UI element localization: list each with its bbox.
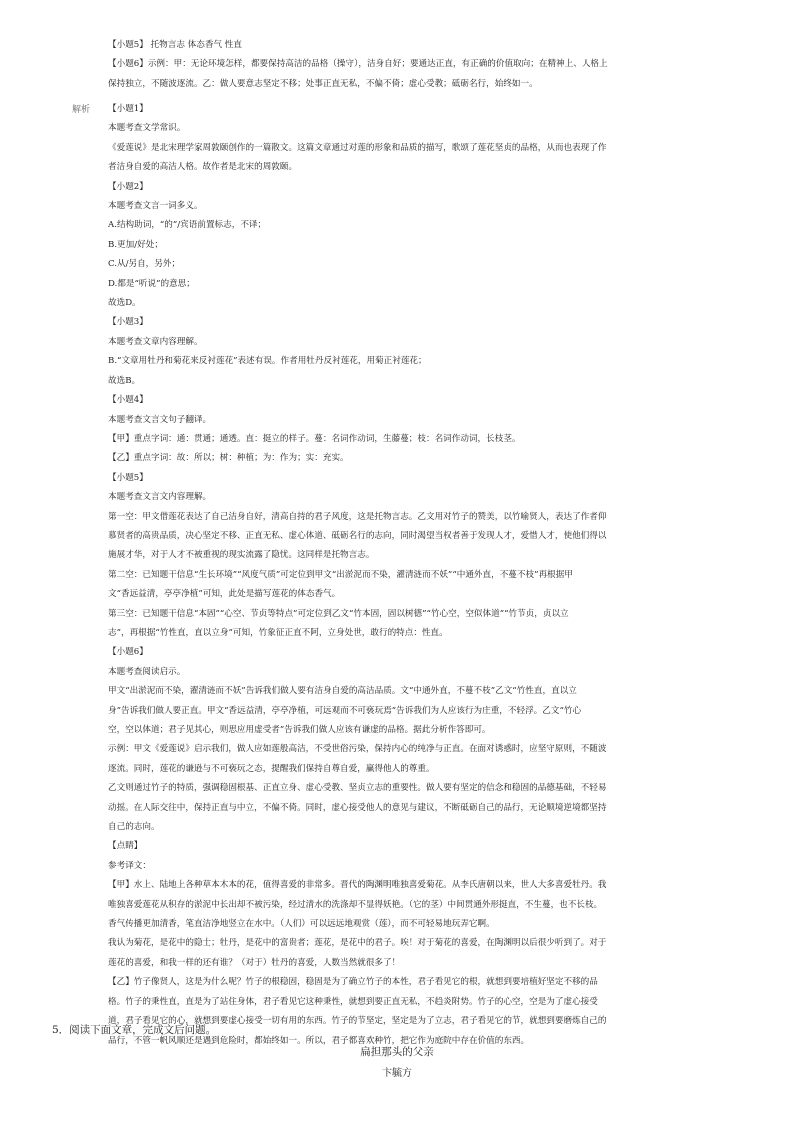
text-line: 《爱莲说》是北宋理学家周敦颐创作的一篇散文。这篇文章通过对莲的形象和品质的描写，歌颂了莲花坚贞的品格，从而也表现了作	[108, 142, 607, 153]
text-line: 本题考查文章内容理解。	[108, 336, 203, 347]
text-line: 慕贤者的高贵品质，决心坚定不移、正直无私、虚心体道、砥砺名行的志向，同时渴望当权者善于发现人才，爱惜人才，使他们得以	[108, 530, 607, 541]
text-line: 本题考查文学常识。	[108, 123, 186, 134]
text-line: 逐流。同时，莲花的谦逊与不可亵玩之态，提醒我们保持自尊自爱，赢得他人的尊重。	[108, 763, 435, 774]
text-line: 第二空：已知题干信息“生长环境”“风度气质”可定位到甲文“出淤泥而不染，濯清涟而不妖”“中通外直，不蔓不枝”再根据甲	[108, 569, 573, 580]
article-author: 卞毓方	[382, 1068, 412, 1079]
analysis-label: 解析	[72, 105, 91, 115]
text-line: 甲文“出淤泥而不染，濯清涟而不妖”告诉我们做人要有洁身自爱的高洁品质。文“中通外直，不蔓不枝”乙文“竹性直，直以立	[108, 686, 577, 697]
text-line: 乙文则通过竹子的特质，强调稳固根基、正直立身、虚心受教、坚贞立志的重要性。做人要有坚定的信念和稳固的品德基础，不轻易	[108, 783, 607, 794]
article-title: 扁担那头的父亲	[360, 1046, 434, 1058]
text-line: 【乙】竹子像贤人，这是为什么呢？竹子的根稳固，稳固是为了确立竹子的本性，君子看见它的根，就想到要培植好坚定不移的品	[108, 977, 598, 988]
question-5-prompt: 5．阅读下面文章，完成文后问题。	[52, 1024, 217, 1036]
text-line: 志”，再根据“竹性直，直以立身”可知，竹象征正直不阿，立身处世，敢行的特点：性直。	[108, 627, 448, 638]
text-line: 自己的志向。	[108, 822, 160, 833]
text-line: 身”告诉我们做人要正直。甲文“香远益清，亭亭净植，可远观而不可亵玩焉”告诉我们为人应该行为庄重，不轻浮。乙文“竹心	[108, 705, 582, 716]
text-line: 故选B。	[108, 375, 141, 386]
text-line: C.从/另自，另外；	[108, 259, 181, 270]
text-line: 莲花的喜爱，和我一样的还有谁？（对于）牡丹的喜爱，人数当然就很多了！	[108, 957, 401, 968]
text-line: 保持独立，不随波逐流。乙：做人要意志坚定不移；处事正直无私，不偏不倚；虚心受教；砥砺名行，始终如一。	[108, 78, 538, 89]
answer-block	[108, 36, 708, 94]
text-line: 【乙】重点字词：故：所以；树：种植；为：作为；实：充实。	[108, 453, 349, 464]
text-line: 【小题4】	[108, 395, 148, 406]
text-line: 品行，不管一帆风顺还是遇到危险时，都始终如一。所以，君子都喜欢种竹，把它作为庭院中存在价值的东西。	[108, 1035, 530, 1046]
text-line: 文“香远益清，亭亭净植”可知，此处是描写莲花的体态香气。	[108, 589, 341, 600]
text-line: B.“文章用牡丹和菊花来反衬莲花”表述有误。作者用牡丹反衬莲花，用菊正衬莲花；	[108, 356, 427, 367]
text-line: 本题考查文言一词多义。	[108, 201, 203, 212]
text-line: 者洁身自爱的高洁人格。故作者是北宋的周敦颐。	[108, 162, 298, 173]
text-line: 我认为菊花，是花中的隐士；牡丹，是花中的富贵者；莲花，是花中的君子。唉！对于菊花的喜爱，在陶渊明以后很少听到了。对于	[108, 938, 607, 949]
text-line: 【小题6】	[108, 647, 148, 658]
text-line: 【小题5】 托物言志 体态香气 性直	[108, 40, 242, 50]
text-line: D.都是“听说”的意思；	[108, 278, 195, 289]
text-line: 本题考查文言文内容理解。	[108, 492, 212, 503]
text-line: 第三空：已知题干信息“本固”“心空、节贞等特点”可定位到乙文“竹本固，固以树德”“竹心空，空似体道”“竹节贞，贞以立	[108, 608, 569, 619]
text-line: B.更加/好处；	[108, 239, 163, 250]
text-line: 【小题1】	[108, 104, 148, 114]
text-line: 【点睛】	[108, 841, 143, 852]
text-line: 香气传播更加清香，笔直洁净地竖立在水中。（人们）可以远远地观赏（莲），而不可轻易地玩弄它啊。	[108, 919, 495, 930]
text-line: 【甲】重点字词：通：贯通；通透。直：挺立的样子。蔓：名词作动词，生藤蔓；枝：名词作动词，长枝茎。	[108, 433, 521, 444]
text-line: 示例：甲文《爱莲说》启示我们，做人应如莲般高洁，不受世俗污染，保持内心的纯净与正直。在面对诱惑时，应坚守原则，不随波	[108, 744, 607, 755]
text-line: 动摇。在人际交往中，保持正直与中立，不偏不倚。同时，虚心接受他人的意见与建议，不断砥砺自己的品行，无论顺境逆境都坚持	[108, 802, 607, 813]
text-line: 空，空以体道；君子见其心，则思应用虚受者”告诉我们做人应该有谦虚的品格。据此分析作答即可。	[108, 725, 491, 735]
text-line: 道，君子看见它的心，就想到要虚心接受一切有用的东西。竹子的节坚定，坚定是为了立志，君子看见它的节，就想到要磨炼自己的	[108, 1016, 607, 1027]
text-line: 唯独喜爱莲花从积存的淤泥中长出却不被污染，经过清水的洗涤却不显得妖艳。（它的茎）中间贯通外形挺直，不生蔓，也不长枝。	[108, 899, 603, 910]
text-line: 【甲】水上、陆地上各种草本木本的花，值得喜爱的非常多。晋代的陶渊明唯独喜爱菊花。从李氏唐朝以来，世人大多喜爱牡丹。我	[108, 880, 607, 891]
text-line: 施展才华，对于人才不被重视的现实流露了隐忧。这同样是托物言志。	[108, 550, 375, 561]
analysis-block	[108, 100, 708, 1051]
text-line: 故选D。	[108, 298, 141, 309]
text-line: 参考译文：	[108, 860, 151, 871]
text-line: 【小题5】	[108, 472, 148, 483]
text-line: 本题考查文言文句子翻译。	[108, 414, 212, 425]
text-line: 【小题3】	[108, 317, 148, 328]
text-line: 第一空：甲文借莲花表达了自己洁身自好，清高自持的君子风度，这是托物言志。乙文用对竹子的赞美，以竹喻贤人，表达了作者仰	[108, 511, 607, 522]
text-line: A.结构助词，“的”/宾语前置标志，不译；	[108, 220, 267, 231]
text-line: 【小题6】示例：甲：无论环境怎样，都要保持高洁的品格（操守），洁身自好；要通达正直，有正确的价值取向；在精神上、人格上	[108, 59, 608, 70]
text-line: 格。竹子的秉性直，直是为了站住身体，君子看见它这种秉性，就想到要正直无私，不趋炎附势。竹子的心空，空是为了虚心接受	[108, 996, 598, 1007]
text-line: 本题考查阅读启示。	[108, 666, 186, 677]
text-line: 【小题2】	[108, 181, 148, 192]
